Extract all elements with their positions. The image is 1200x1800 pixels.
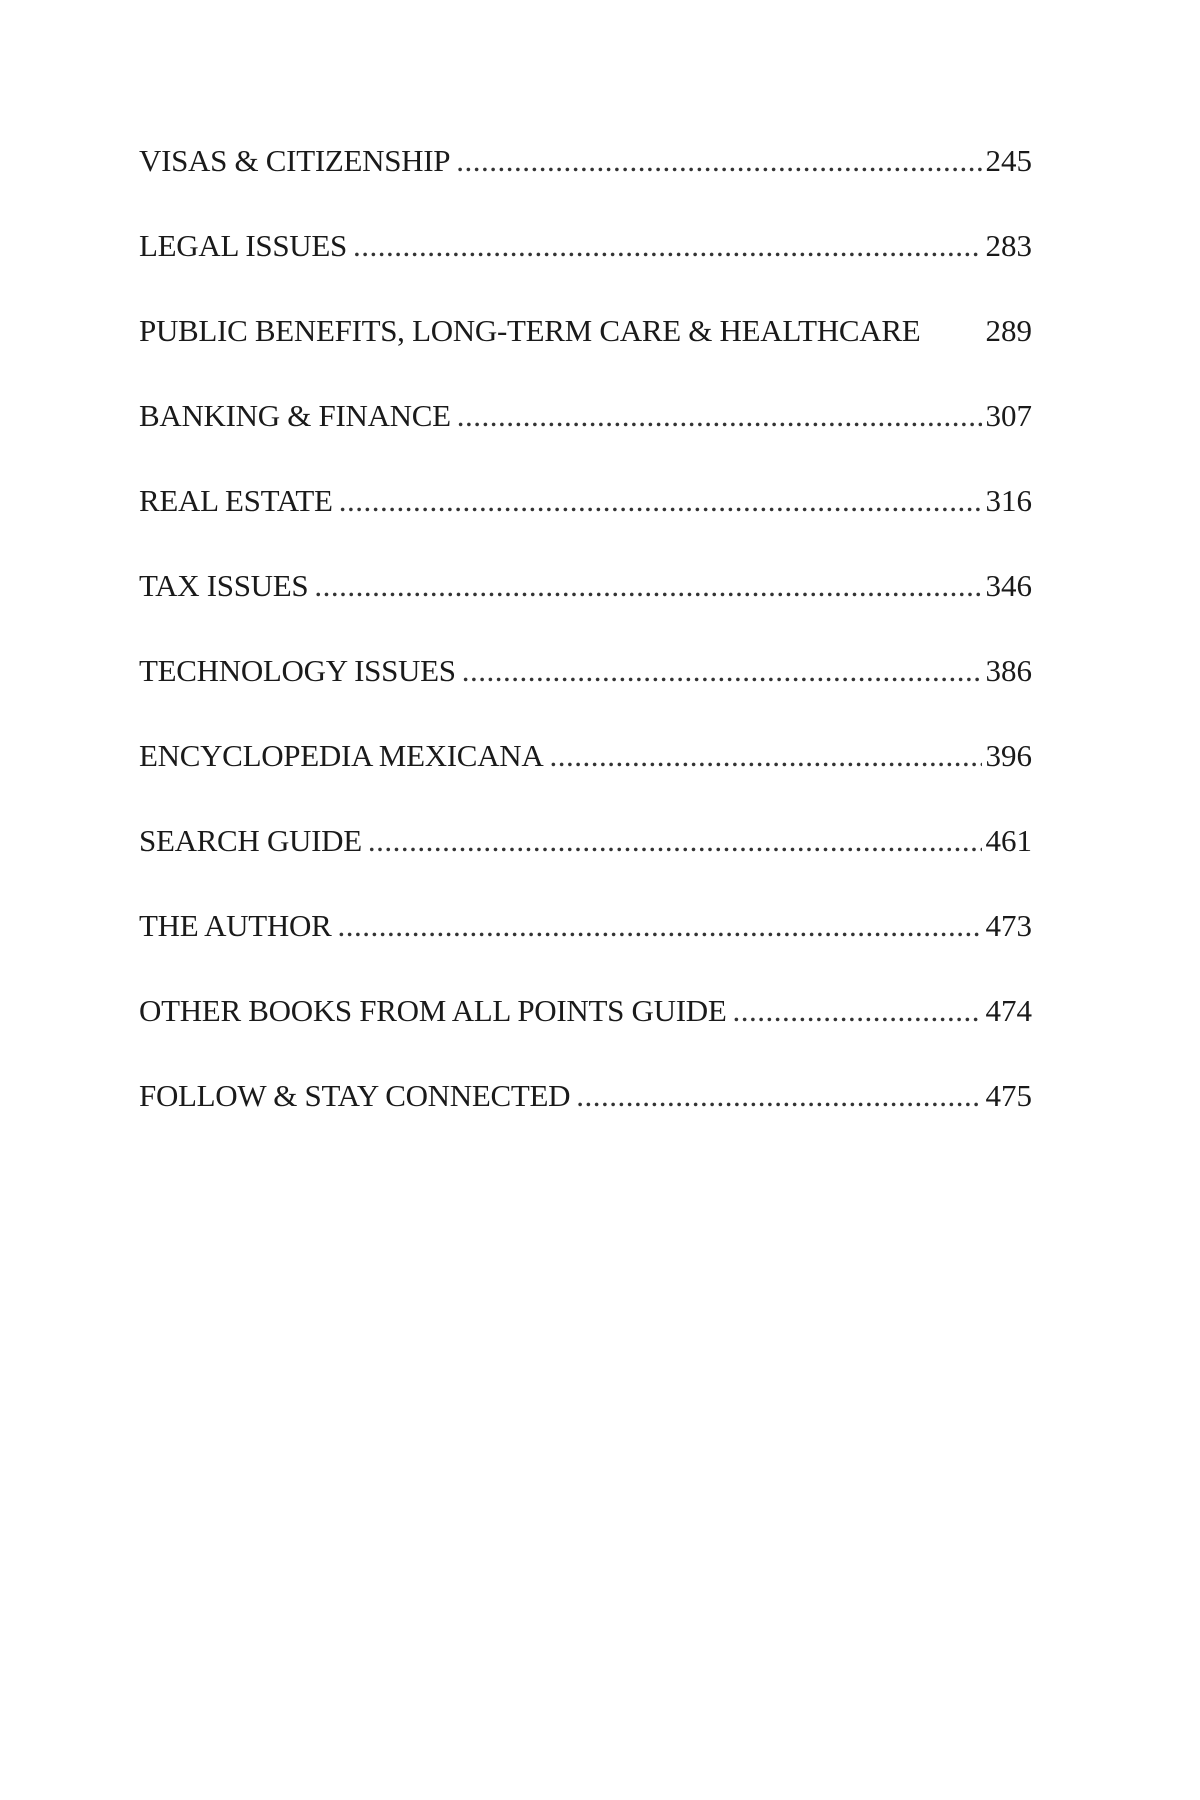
toc-entry-visas-citizenship[interactable] — [139, 118, 1032, 203]
toc-entry-title: ENCYCLOPEDIA MEXICANA — [139, 738, 544, 773]
toc-entry-page: 245 — [985, 143, 1032, 178]
toc-entry-follow-stay-connected[interactable] — [139, 1053, 1032, 1138]
toc-dot-leader — [314, 543, 981, 628]
toc-entry-search-guide[interactable] — [139, 798, 1032, 883]
toc-dot-leader — [456, 118, 981, 203]
toc-entry-page: 307 — [985, 398, 1032, 433]
toc-entry-title: TECHNOLOGY ISSUES — [139, 653, 456, 688]
toc-entry-title: TAX ISSUES — [139, 568, 309, 603]
toc-entry-page: 396 — [985, 738, 1032, 773]
toc-entry-title: PUBLIC BENEFITS, LONG-TERM CARE & HEALTHCARE — [139, 313, 921, 348]
toc-entry-other-books[interactable] — [139, 968, 1032, 1053]
toc-dot-leader — [462, 628, 982, 713]
toc-dot-leader — [549, 713, 981, 798]
toc-entry-title: VISAS & CITIZENSHIP — [139, 143, 451, 178]
toc-entry-page: 473 — [985, 908, 1032, 943]
toc-entry-technology-issues[interactable] — [139, 628, 1032, 713]
toc-entry-encyclopedia-mexicana[interactable] — [139, 713, 1032, 798]
toc-entry-tax-issues[interactable] — [139, 543, 1032, 628]
toc-dot-leader — [337, 883, 981, 968]
toc-dot-leader — [576, 1053, 981, 1138]
toc-entry-page: 283 — [985, 228, 1032, 263]
toc-entry-title: FOLLOW & STAY CONNECTED — [139, 1078, 571, 1113]
toc-dot-leader — [353, 203, 982, 288]
toc-entry-title: OTHER BOOKS FROM ALL POINTS GUIDE — [139, 993, 727, 1028]
toc-entry-title: BANKING & FINANCE — [139, 398, 451, 433]
toc-entry-banking-finance[interactable] — [139, 373, 1032, 458]
toc-entry-the-author[interactable] — [139, 883, 1032, 968]
toc-entry-title: THE AUTHOR — [139, 908, 332, 943]
toc-entry-real-estate[interactable] — [139, 458, 1032, 543]
toc-entry-page: 346 — [985, 568, 1032, 603]
toc-entry-page: 474 — [985, 993, 1032, 1028]
toc-entry-legal-issues[interactable] — [139, 203, 1032, 288]
toc-entry-page: 289 — [985, 313, 1032, 348]
toc-entry-title: REAL ESTATE — [139, 483, 333, 518]
toc-entry-title: SEARCH GUIDE — [139, 823, 362, 858]
toc-entry-page: 461 — [985, 823, 1032, 858]
toc-entry-page: 475 — [985, 1078, 1032, 1113]
toc-dot-leader — [732, 968, 981, 1053]
toc-dot-leader — [368, 798, 982, 883]
toc-entry-page: 386 — [985, 653, 1032, 688]
toc-entry-title: LEGAL ISSUES — [139, 228, 347, 263]
toc-entry-public-benefits[interactable] — [139, 288, 1032, 373]
toc-dot-leader — [457, 373, 982, 458]
toc-entry-page: 316 — [985, 483, 1032, 518]
table-of-contents — [139, 118, 1032, 1138]
toc-dot-leader — [339, 458, 982, 543]
